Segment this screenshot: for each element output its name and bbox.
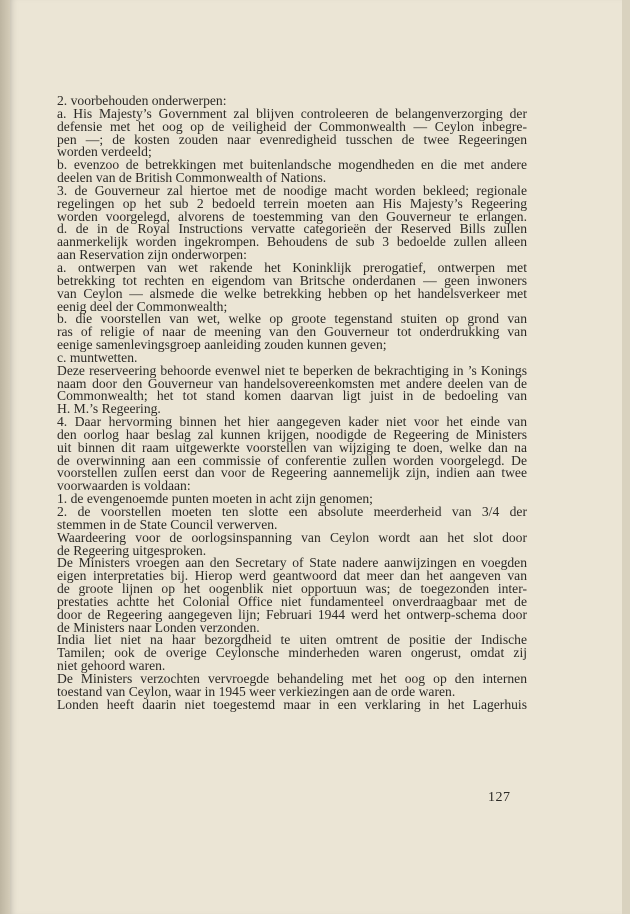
text-line: toestand van Ceylon, waar in 1945 weer verkiezingen aan de orde waren.	[57, 683, 456, 699]
text-line: d. de in de Royal Instructions vervatte categorieën der Reserved Bills zullen	[57, 221, 527, 237]
text-line: b. evenzoo de betrekkingen met buitenlandsche mogendheden en die met andere	[57, 157, 527, 173]
body-text	[57, 95, 527, 712]
text-line: a. His Majesty’s Government zal blijven controleeren de belangenverzorging der	[57, 105, 527, 121]
text-line: Tamilen; ook de overige Ceylonsche minderheden waren ongerust, omdat zij	[57, 645, 527, 661]
text-line: stemmen in de State Council verwerven.	[57, 516, 278, 532]
text-line: de groote lijnen op het oogenblik niet opportuun was; de toegezonden inter-	[57, 581, 527, 597]
text-line: De Ministers verzochten vervroegde behandeling met het oog op den internen	[57, 670, 527, 686]
text-line: naam door den Gouverneur van handelsovereenkomsten met andere deelen van de	[57, 375, 527, 391]
text-line: worden verdeeld;	[57, 144, 152, 160]
text-line: ras of religie of naar de meening van den Gouverneur tot onderdrukking van	[57, 324, 527, 340]
text-line: 2. voorbehouden onderwerpen:	[57, 93, 227, 108]
text-line: eigen interpretaties bij. Hierop werd geantwoord dat meer dan het aangeven van	[57, 568, 527, 584]
text-line: aanmerkelijk worden ingekrompen. Behoudens de sub 3 bedoelde zullen alleen	[57, 234, 527, 250]
text-line: a. ontwerpen van wet rakende het Koninklijk prerogatief, ontwerpen met	[57, 259, 527, 275]
text-line: prestaties achtte het Colonial Office niet fundamenteel onverdraagbaar met de	[57, 593, 527, 609]
text-line: den oorlog haar beslag zal kunnen krijgen, noodigde de Regeering de Ministers	[57, 426, 527, 442]
text-line: H. M.’s Regeering.	[57, 401, 161, 417]
text-line: de Regeering uitgesproken.	[57, 542, 207, 558]
text-line: betrekking tot rechten en eigendom van Britsche onderdanen — geen inwoners	[57, 272, 527, 288]
page-number: 127	[488, 790, 511, 805]
text-line: door de Regeering aangegeven lijn; Februari 1944 werd het ontwerp-schema door	[57, 606, 527, 622]
text-line: uit binnen dit raam uitgewerkte voorstellen van wijziging te doen, welke dan na	[57, 439, 527, 455]
text-line: defensie met het oog op de veiligheid der Commonwealth — Ceylon inbegre-	[57, 118, 527, 134]
text-line: Commonwealth; het tot stand komen daarvan ligt juist in de bedoeling van	[57, 388, 527, 404]
text-line: niet gehoord waren.	[57, 658, 166, 674]
text-line: de Ministers naar Londen verzonden.	[57, 619, 260, 635]
text-line: eenig deel der Commonwealth;	[57, 298, 228, 314]
text-line: Waardeering voor de oorlogsinspanning van Ceylon wordt aan het slot door	[57, 529, 527, 545]
text-line: 3. de Gouverneur zal hiertoe met de noodige macht worden bekleed; regionale	[57, 182, 527, 198]
text-line: worden voorgelegd, alvorens de toestemming van den Gouverneur te erlangen.	[57, 208, 527, 224]
text-line: deelen van de British Commonwealth of Nations.	[57, 170, 327, 186]
text-line: b. die voorstellen van wet, welke op groote tegenstand stuiten op grond van	[57, 311, 527, 327]
text-line: de overwinning aan een commissie of conferentie zullen worden voorgelegd. De	[57, 452, 527, 468]
text-line: eenige samenlevingsgroep aanleiding zouden kunnen geven;	[57, 337, 387, 353]
text-line: voorstellen zullen eerst dan voor de Regeering aannemelijk zijn, indien aan twee	[57, 465, 527, 481]
text-line: Deze reserveering behoorde evenwel niet te beperken de bekrachtiging in ’s Konings	[57, 362, 527, 378]
text-line: aan Reservation zijn onderworpen:	[57, 247, 247, 263]
text-line: voorwaarden is voldaan:	[57, 478, 191, 494]
text-line: c. muntwetten.	[57, 349, 138, 365]
text-line: Londen heeft daarin niet toegestemd maar in een verklaring in het Lagerhuis	[57, 696, 527, 712]
text-line: 1. de evengenoemde punten moeten in acht zijn genomen;	[57, 491, 373, 507]
text-line: De Ministers vroegen aan den Secretary of State nadere aanwijzingen en voegden	[57, 555, 527, 571]
text-line: regelingen op het sub 2 bedoeld terrein moeten aan His Majesty’s Regeering	[57, 195, 527, 211]
text-line: India liet niet na haar bezorgdheid te uiten omtrent de positie der Indische	[57, 632, 527, 648]
text-line: 4. Daar hervorming binnen het hier aangegeven kader niet voor het einde van	[57, 414, 527, 430]
text-line: 2. de voorstellen moeten ten slotte een absolute meerderheid van 3/4 der	[57, 504, 527, 519]
book-page	[10, 0, 622, 914]
text-line: van Ceylon — alsmede die welke betrekking hebben op het handelsverkeer met	[57, 285, 527, 301]
text-line: pen —; de kosten zouden naar evenredigheid tusschen de twee Regeeringen	[57, 131, 527, 147]
book-gutter	[0, 0, 10, 914]
